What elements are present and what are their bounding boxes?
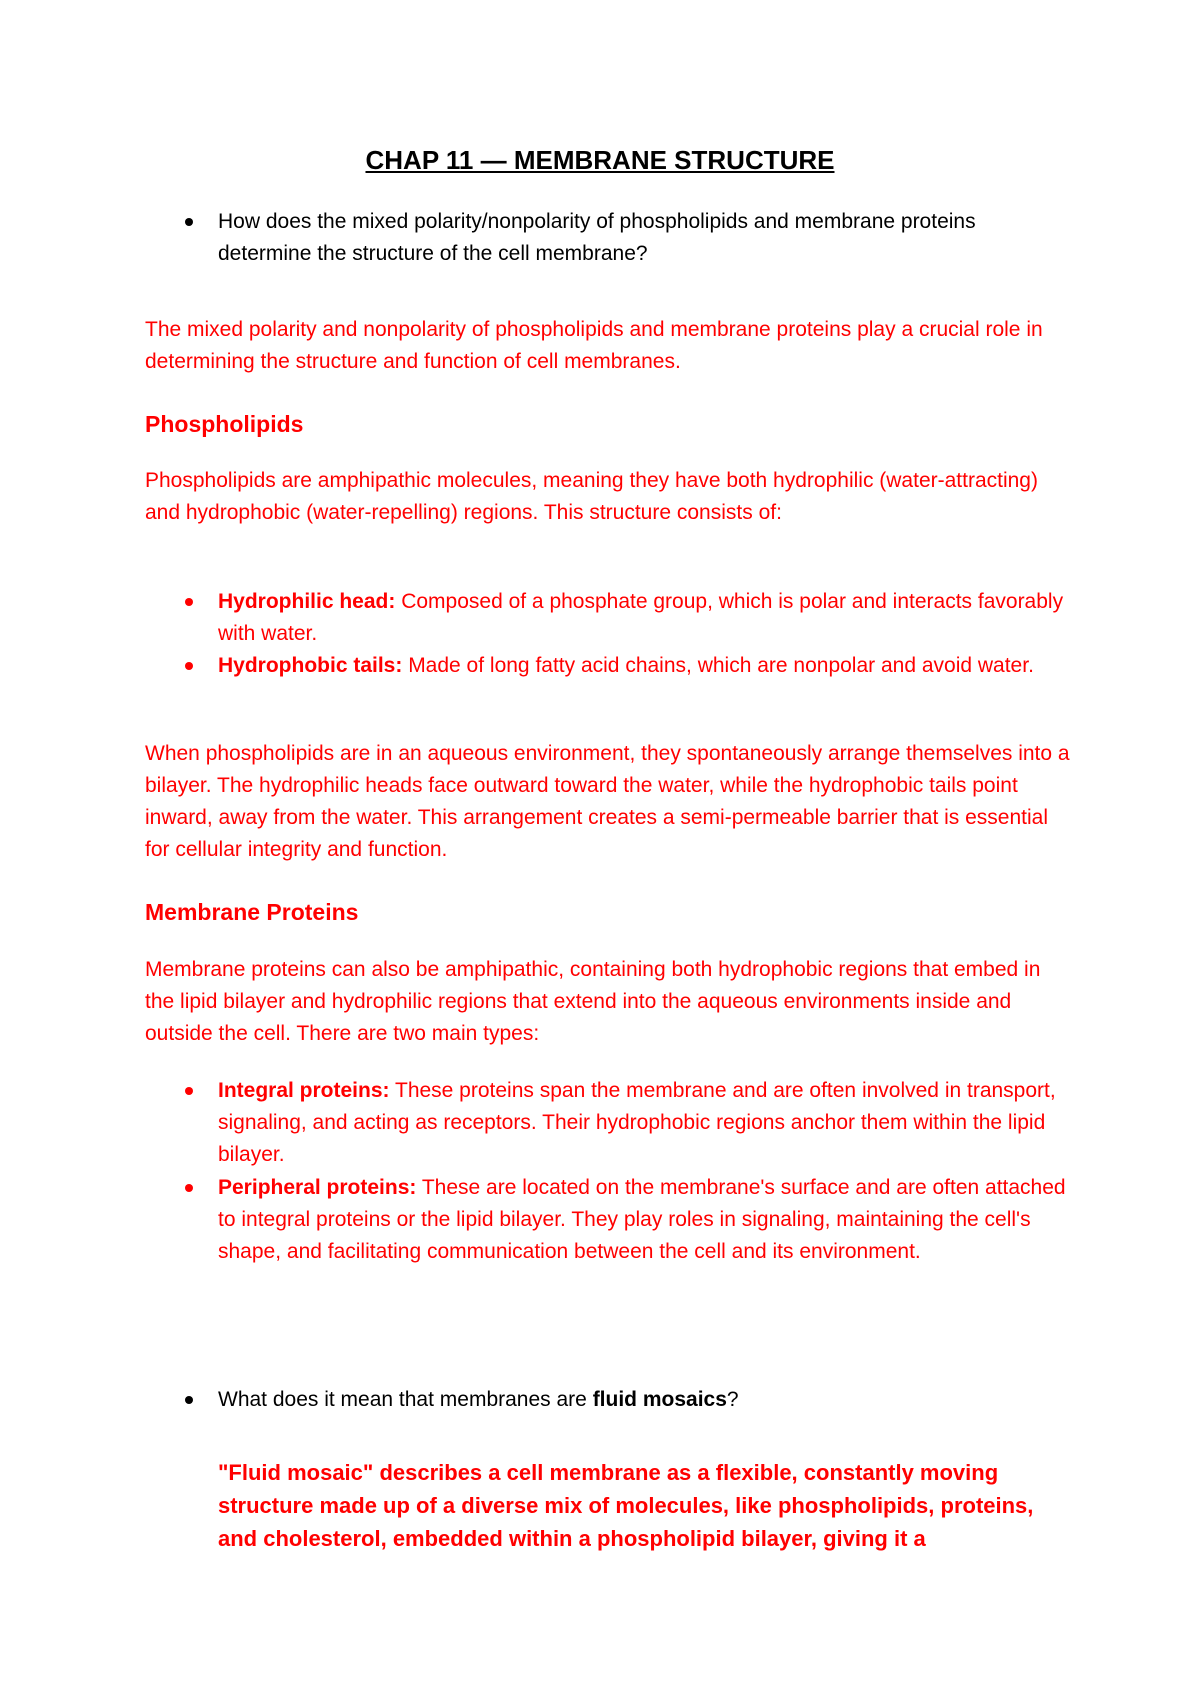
list-item-text: These are located on the membrane's surface and are often attached to integral proteins or the lipid bilayer. They play roles in signaling, maintaining the cell's shape, and facilitating communication between the cell and its environment.	[218, 1176, 1066, 1263]
list-item-text: These proteins span the membrane and are often involved in transport, signaling, and acting as receptors. Their hydrophobic regions anchor them within the lipid bilayer.	[218, 1079, 1056, 1166]
list-item-text: Made of long fatty acid chains, which are nonpolar and avoid water.	[402, 654, 1034, 677]
list-item-term: Peripheral proteins:	[218, 1176, 417, 1199]
bilayer-paragraph: When phospholipids are in an aqueous environment, they spontaneously arrange themselves into a bilayer. The hydrophilic heads face outward toward the water, while the hydrophobic tails point inward, away from the water. This arrangement creates a semi-permeable barrier that is essential for cellular integrity and function.	[145, 742, 1070, 861]
question-2-emphasis: fluid mosaics	[592, 1388, 727, 1411]
fluid-mosaic-answer: "Fluid mosaic" describes a cell membrane as a flexible, constantly moving structure made up of a diverse mix of molecules, like phospholipids, proteins, and cholesterol, embedded within a phospholipid bilayer, giving it a	[218, 1460, 1034, 1551]
list-item-term: Hydrophobic tails:	[218, 654, 403, 677]
list-item-integral-proteins	[218, 1075, 1068, 1171]
list-item-term: Hydrophilic head:	[218, 590, 396, 613]
question-1: How does the mixed polarity/nonpolarity of phospholipids and membrane proteins determine the structure of the cell membrane?	[218, 206, 1058, 270]
membrane-proteins-paragraph: Membrane proteins can also be amphipathic, containing both hydrophobic regions that embed in the lipid bilayer and hydrophilic regions that extend into the aqueous environments inside and outside the cell. There are two main types:	[145, 958, 1041, 1045]
list-item-hydrophilic-head	[218, 586, 1068, 650]
list-item-peripheral-proteins	[218, 1172, 1068, 1268]
list-item-hydrophobic-tails	[218, 650, 1068, 682]
question-2-end: ?	[726, 1388, 739, 1411]
phospholipids-paragraph: Phospholipids are amphipathic molecules, meaning they have both hydrophilic (water-attracting) and hydrophobic (water-repelling) regions. This structure consists of:	[145, 469, 1038, 524]
list-item-text: Composed of a phosphate group, which is polar and interacts favorably with water.	[218, 590, 1064, 645]
question-2-text: What does it mean that membranes are	[218, 1388, 593, 1411]
list-item-term: Integral proteins:	[218, 1079, 390, 1102]
document-title: CHAP 11 — MEMBRANE STRUCTURE	[365, 145, 835, 175]
question-2	[218, 1384, 1058, 1416]
intro-paragraph: The mixed polarity and nonpolarity of phospholipids and membrane proteins play a crucial role in determining the structure and function of cell membranes.	[145, 318, 1043, 373]
membrane-proteins-heading: Membrane Proteins	[145, 899, 359, 925]
phospholipids-heading: Phospholipids	[145, 411, 304, 437]
